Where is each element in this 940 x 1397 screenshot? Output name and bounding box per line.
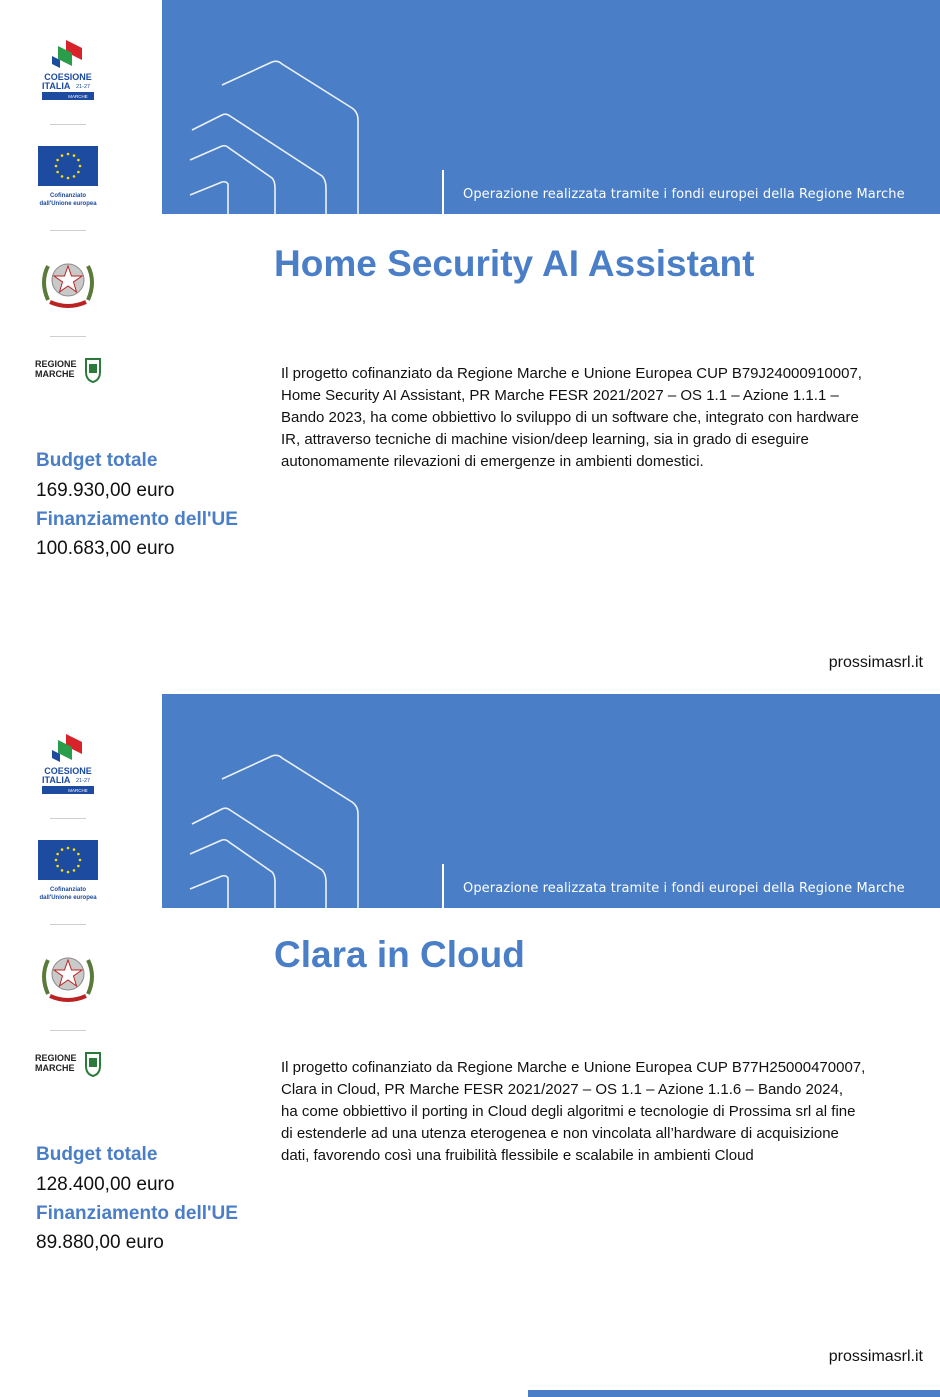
svg-text:Cofinanziato: Cofinanziato xyxy=(50,887,86,893)
italian-republic-emblem-icon xyxy=(38,946,98,1008)
funding-value: 100.683,00 euro xyxy=(36,538,175,559)
project-panel-clara-in-cloud xyxy=(0,694,940,1388)
website-link[interactable]: prossimasrl.it xyxy=(828,654,923,671)
logo-separator xyxy=(50,230,86,231)
project-panel-home-security xyxy=(0,0,940,694)
coesione-italia-logo-icon xyxy=(38,732,98,796)
svg-text:Cofinanziato: Cofinanziato xyxy=(50,193,86,199)
chevron-decoration-icon xyxy=(162,0,940,214)
svg-text:REGIONE: REGIONE xyxy=(35,1053,77,1063)
project-description: Il progetto cofinanziato da Regione Marche e Unione Europea CUP B79J24000910007, Home Security AI Assistant, PR Marche FESR 2021/2027 – OS 1.1 – Azione 1.1.1 – Bando 2023, ha come obbiettivo lo sviluppo di un software che, integrato con hardware IR, attraverso tecniche di machine vision/deep learning, sia in grado di eseguire autonomamente rilevazioni di emergenze in ambienti domestici. xyxy=(281,365,862,470)
header-banner xyxy=(162,0,940,214)
logo-separator xyxy=(50,124,86,125)
regione-marche-logo-icon xyxy=(34,1050,104,1078)
svg-text:21-27: 21-27 xyxy=(76,84,91,90)
funding-label: Finanziamento dell'UE xyxy=(36,509,238,530)
svg-text:ITALIA: ITALIA xyxy=(42,81,71,91)
svg-text:REGIONE: REGIONE xyxy=(35,359,77,369)
budget-label: Budget totale xyxy=(36,1144,158,1165)
eu-flag-logo-icon xyxy=(34,146,104,210)
chevron-decoration-icon xyxy=(162,694,940,908)
funding-value: 89.880,00 euro xyxy=(36,1232,164,1253)
svg-text:MARCHE: MARCHE xyxy=(68,788,88,793)
project-title: Clara in Cloud xyxy=(274,934,525,975)
funding-label: Finanziamento dell'UE xyxy=(36,1203,238,1224)
svg-text:MARCHE: MARCHE xyxy=(68,94,88,99)
svg-text:MARCHE: MARCHE xyxy=(35,369,75,379)
logo-separator xyxy=(50,336,86,337)
svg-text:ITALIA: ITALIA xyxy=(42,775,71,785)
header-banner xyxy=(162,694,940,908)
svg-text:dall'Unione europea: dall'Unione europea xyxy=(39,895,97,901)
website-link[interactable]: prossimasrl.it xyxy=(828,1348,923,1365)
logo-separator xyxy=(50,1030,86,1031)
budget-label: Budget totale xyxy=(36,450,158,471)
bottom-accent-bar xyxy=(528,1390,940,1397)
logo-separator xyxy=(50,924,86,925)
italian-republic-emblem-icon xyxy=(38,252,98,314)
project-title: Home Security AI Assistant xyxy=(274,243,755,284)
svg-text:dall'Unione europea: dall'Unione europea xyxy=(39,201,97,207)
svg-text:21-27: 21-27 xyxy=(76,778,91,784)
svg-text:COESIONE: COESIONE xyxy=(44,766,92,776)
svg-text:COESIONE: COESIONE xyxy=(44,72,92,82)
logo-separator xyxy=(50,818,86,819)
budget-value: 128.400,00 euro xyxy=(36,1174,175,1195)
budget-value: 169.930,00 euro xyxy=(36,480,175,501)
regione-marche-logo-icon xyxy=(34,356,104,384)
coesione-italia-logo-icon xyxy=(38,38,98,102)
svg-text:MARCHE: MARCHE xyxy=(35,1063,75,1073)
banner-divider xyxy=(442,864,444,908)
project-description: Il progetto cofinanziato da Regione Marche e Unione Europea CUP B77H25000470007, Clara in Cloud, PR Marche FESR 2021/2027 – OS 1.1 – Azione 1.1.6 – Bando 2024, ha come obbiettivo il porting in Cloud degli algoritmi e tecnologie di Prossima srl al fine di estenderle ad una utenza eterogenea e non vincolata all’hardware di acquisizione dati, favorendo così una fruibilità flessibile e scalabile in ambienti Cloud xyxy=(281,1059,866,1164)
banner-divider xyxy=(442,170,444,214)
banner-text: Operazione realizzata tramite i fondi europei della Regione Marche xyxy=(463,881,905,896)
banner-text: Operazione realizzata tramite i fondi europei della Regione Marche xyxy=(463,187,905,202)
eu-flag-logo-icon xyxy=(34,840,104,904)
